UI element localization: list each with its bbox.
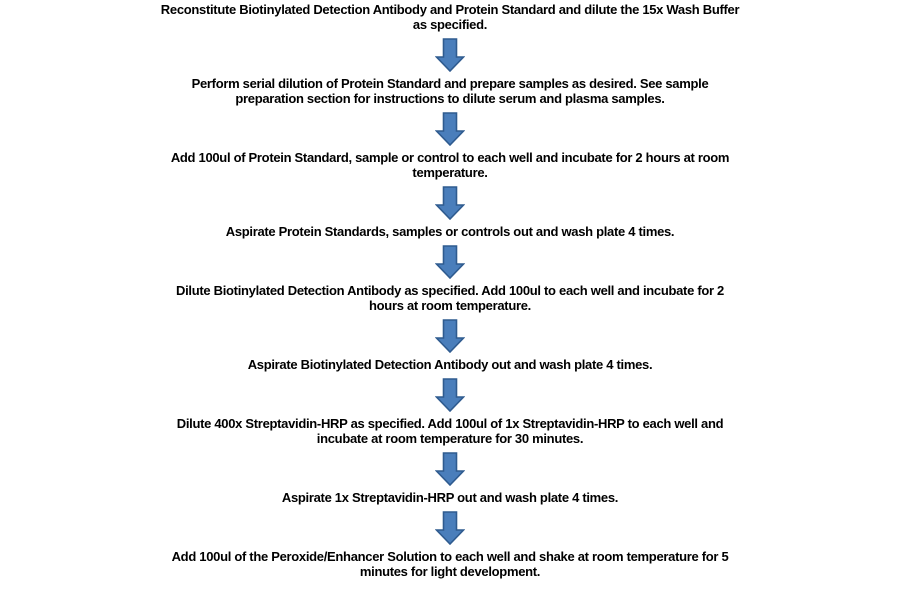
step-line: Add 100ul of Protein Standard, sample or control to each well and incubate for 2 hours at room bbox=[170, 150, 730, 165]
step-text-4 bbox=[226, 224, 675, 239]
step-text-7 bbox=[177, 416, 723, 446]
step-text-6 bbox=[248, 357, 653, 372]
down-arrow-icon bbox=[435, 38, 465, 72]
step-text-8 bbox=[282, 490, 618, 505]
step-line: temperature. bbox=[412, 165, 488, 180]
down-arrow-icon bbox=[435, 452, 465, 486]
step-text-2 bbox=[192, 76, 709, 106]
step-line: Aspirate Protein Standards, samples or controls out and wash plate 4 times. bbox=[225, 224, 675, 239]
step-line: Dilute 400x Streptavidin-HRP as specified. Add 100ul of 1x Streptavidin-HRP to each well and bbox=[176, 416, 724, 431]
step-text-1 bbox=[161, 2, 739, 32]
down-arrow-icon bbox=[435, 186, 465, 220]
step-line: Dilute Biotinylated Detection Antibody as specified. Add 100ul to each well and incubate for 2 bbox=[176, 283, 724, 298]
step-line: incubate at room temperature for 30 minutes. bbox=[316, 431, 584, 446]
step-text-9 bbox=[172, 549, 729, 579]
down-arrow-icon bbox=[435, 511, 465, 545]
down-arrow-icon bbox=[435, 112, 465, 146]
down-arrow-icon bbox=[435, 245, 465, 279]
step-line: Reconstitute Biotinylated Detection Antibody and Protein Standard and dilute the 15x Wash Buffer bbox=[160, 2, 740, 17]
step-line: Aspirate 1x Streptavidin-HRP out and wash plate 4 times. bbox=[281, 490, 619, 505]
step-text-5 bbox=[176, 283, 724, 313]
step-line: hours at room temperature. bbox=[369, 298, 531, 313]
step-line: Perform serial dilution of Protein Standard and prepare samples as desired. See sample bbox=[191, 76, 709, 91]
step-text-3 bbox=[171, 150, 729, 180]
step-line: Aspirate Biotinylated Detection Antibody out and wash plate 4 times. bbox=[247, 357, 653, 372]
step-line: preparation section for instructions to dilute serum and plasma samples. bbox=[235, 91, 665, 106]
step-line: minutes for light development. bbox=[359, 564, 541, 579]
down-arrow-icon bbox=[435, 319, 465, 353]
down-arrow-icon bbox=[435, 378, 465, 412]
step-line: as specified. bbox=[412, 17, 488, 32]
step-line: Add 100ul of the Peroxide/Enhancer Solution to each well and shake at room temperature for 5 bbox=[171, 549, 729, 564]
